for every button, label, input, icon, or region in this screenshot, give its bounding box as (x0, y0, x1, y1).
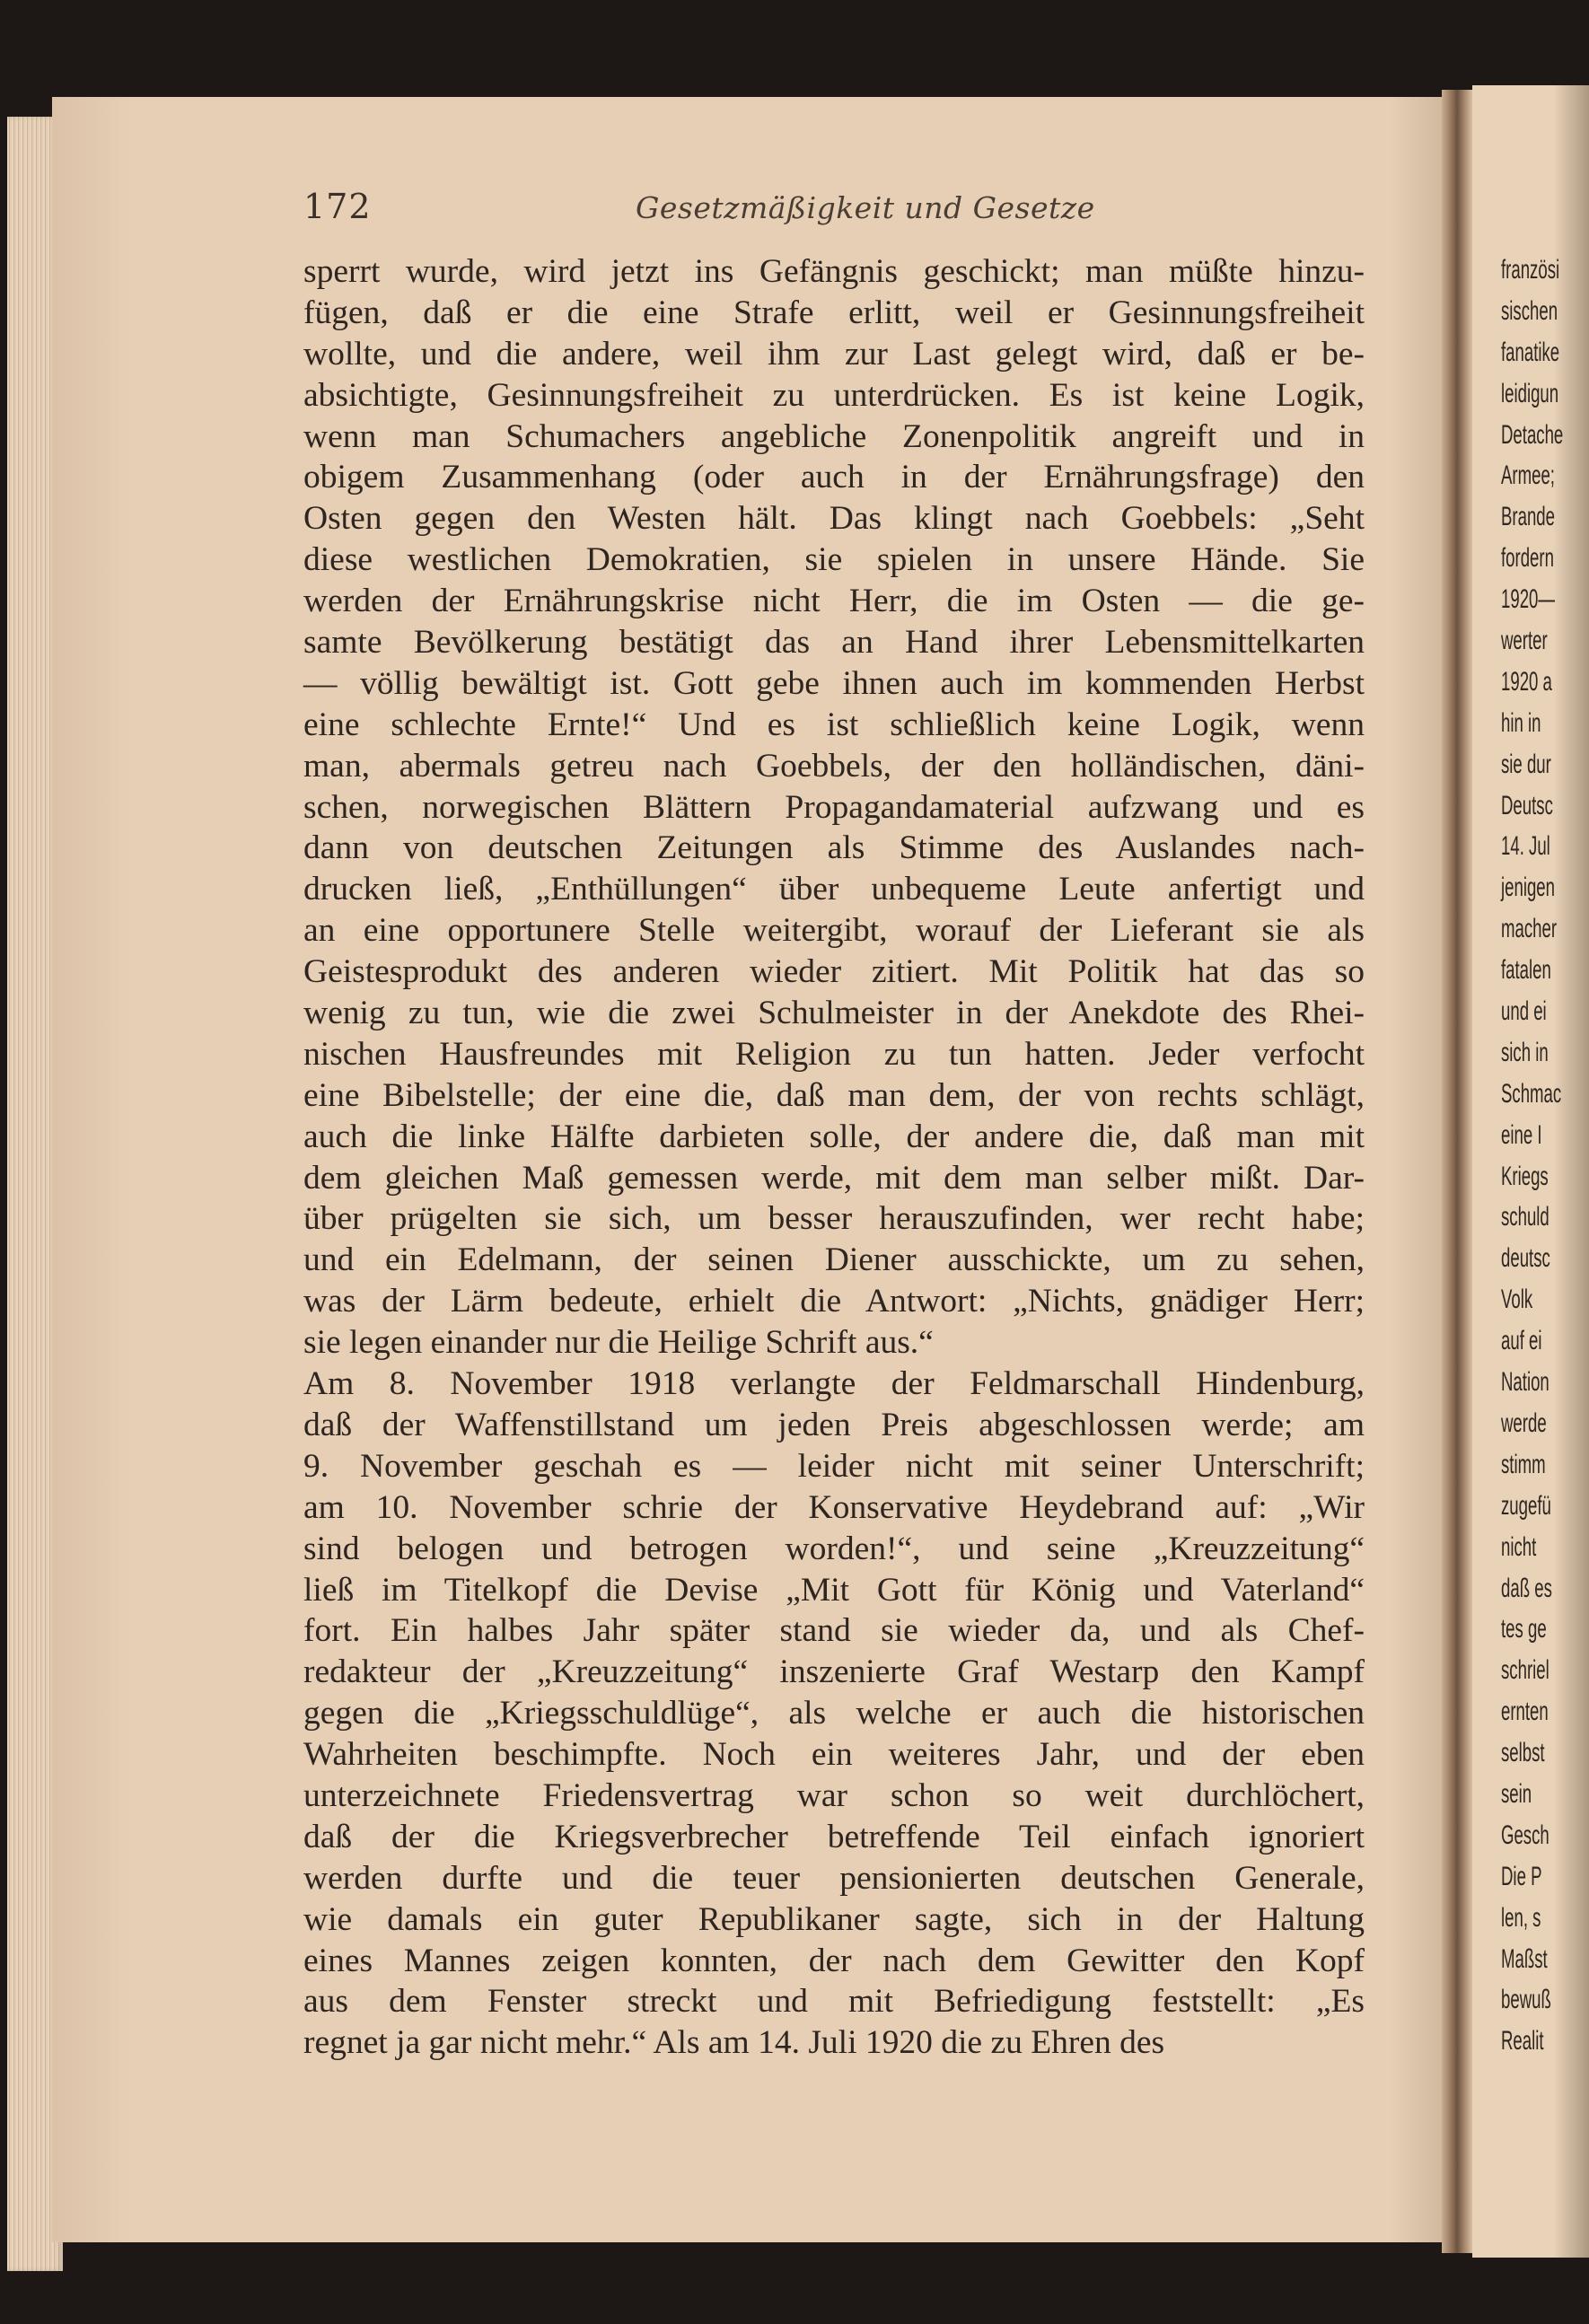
facing-page-line: ernten (1501, 1697, 1549, 1727)
facing-page-line: Volk (1501, 1285, 1533, 1315)
facing-page-line: stimm (1501, 1449, 1546, 1479)
text-line: dann von deutschen Zeitungen als Stimme des Auslandes nach- (303, 829, 1365, 867)
facing-page-line: 1920 a (1501, 666, 1552, 697)
text-line: Osten gegen den Westen hält. Das klingt nach Goebbels: „Seht (303, 500, 1365, 538)
text-line: redakteur der „Kreuzzeitung“ inszenierte Graf Westarp den Kampf (303, 1653, 1365, 1691)
facing-page-line: macher (1501, 914, 1558, 944)
facing-page-text (1501, 250, 1564, 2062)
facing-page-line: Brande (1501, 502, 1555, 532)
text-line: am 10. November schrie der Konservative Heydebrand auf: „Wir (303, 1488, 1365, 1526)
facing-page-line: schuld (1501, 1202, 1549, 1232)
facing-page-line: fanatike (1501, 337, 1560, 367)
facing-page-line: nicht (1501, 1531, 1537, 1562)
facing-page-line: Nation (1501, 1367, 1549, 1398)
book-gutter (1442, 90, 1472, 2253)
text-line: 9. November geschah es — leider nicht mit seiner Unterschrift; (303, 1447, 1365, 1485)
text-line: fort. Ein halbes Jahr später stand sie wieder da, und als Chef- (303, 1612, 1365, 1650)
text-line: wollte, und die andere, weil ihm zur Last gelegt wird, daß er be- (303, 335, 1365, 373)
facing-page-line: selbst (1501, 1738, 1545, 1768)
facing-page-line: auf ei (1501, 1326, 1542, 1356)
text-line: sind belogen und betrogen worden!“, und seine „Kreuzzeitung“ (303, 1530, 1365, 1567)
text-line: gegen die „Kriegsschuldlüge“, als welche er auch die historischen (303, 1695, 1365, 1732)
facing-page-line: Kriegs (1501, 1161, 1549, 1191)
text-line: eine Bibelstelle; der eine die, daß man dem, der von rechts schlägt, (303, 1076, 1365, 1114)
facing-page-line: jenigen (1501, 873, 1555, 903)
facing-page-line: Maßst (1501, 1943, 1548, 1974)
facing-page-line: len, s (1501, 1902, 1541, 1933)
facing-page-line: sein (1501, 1778, 1532, 1809)
text-line: obigem Zusammenhang (oder auch in der Ernährungsfrage) den (303, 459, 1365, 496)
text-line: Wahrheiten beschimpfte. Noch ein weiteres Jahr, und der eben (303, 1736, 1365, 1774)
text-line: diese westlichen Demokratien, sie spielen in unsere Hände. Sie (303, 541, 1365, 579)
facing-page-line: daß es (1501, 1573, 1552, 1603)
text-line: ließ im Titelkopf die Devise „Mit Gott für König und Vaterland“ (303, 1571, 1365, 1609)
text-line: eine schlechte Ernte!“ Und es ist schließlich keine Logik, wenn (303, 706, 1365, 743)
facing-page-line: tes ge (1501, 1614, 1547, 1644)
facing-page-line: sie dur (1501, 749, 1551, 779)
facing-page-line: werter (1501, 626, 1548, 656)
text-line: auch die linke Hälfte darbieten solle, der andere die, daß man mit (303, 1118, 1365, 1155)
text-line: wenn man Schumachers angebliche Zonenpolitik angreift und in (303, 417, 1365, 455)
text-line: nischen Hausfreundes mit Religion zu tun hatten. Jeder verfocht (303, 1035, 1365, 1073)
body-text (303, 251, 1365, 2064)
text-line: Am 8. November 1918 verlangte der Feldmarschall Hindenburg, (303, 1365, 1365, 1403)
text-line: daß der Waffenstillstand um jeden Preis abgeschlossen werde; am (303, 1406, 1365, 1443)
page-number: 172 (303, 187, 372, 226)
facing-page-line: zugefü (1501, 1490, 1551, 1521)
facing-page-line: und ei (1501, 996, 1547, 1027)
facing-page-line: Deutsc (1501, 790, 1553, 820)
text-line: man, abermals getreu nach Goebbels, der den holländischen, däni- (303, 747, 1365, 785)
facing-page-line: bewuß (1501, 1985, 1551, 2015)
text-line: absichtigte, Gesinnungsfreiheit zu unterdrücken. Es ist keine Logik, (303, 376, 1365, 414)
text-line: drucken ließ, „Enthüllungen“ über unbequeme Leute anfertigt und (303, 871, 1365, 908)
facing-page-line: fordern (1501, 543, 1554, 574)
text-line: daß der die Kriegsverbrecher betreffende Teil einfach ignoriert (303, 1818, 1365, 1855)
facing-page-line: Schmac (1501, 1078, 1562, 1109)
facing-page-line: Realit (1501, 2026, 1544, 2057)
text-line: über prügelten sie sich, um besser herauszufinden, wer recht habe; (303, 1200, 1365, 1238)
text-line: wenig zu tun, wie die zwei Schulmeister in der Anekdote des Rhei- (303, 995, 1365, 1032)
text-line: und ein Edelmann, der seinen Diener ausschickte, um zu sehen, (303, 1241, 1365, 1279)
facing-page-line: schriel (1501, 1655, 1549, 1686)
facing-page-line: französi (1501, 255, 1560, 285)
text-line: dem gleichen Maß gemessen werde, mit dem man selber mißt. Dar- (303, 1159, 1365, 1197)
text-line: aus dem Fenster streckt und mit Befriedigung feststellt: „Es (303, 1983, 1365, 2021)
facing-page-line: 14. Jul (1501, 831, 1550, 862)
facing-page-line: Armee; (1501, 460, 1555, 491)
facing-page-line: Detache (1501, 419, 1564, 450)
text-line: eines Mannes zeigen konnten, der nach dem Gewitter den Kopf (303, 1942, 1365, 1979)
text-line: schen, norwegischen Blättern Propagandamaterial aufzwang und es (303, 788, 1365, 826)
page-header (303, 180, 1365, 233)
running-head: Gesetzmäßigkeit und Gesetze (636, 190, 1095, 225)
facing-page-line: 1920— (1501, 584, 1555, 615)
text-line: — völlig bewältigt ist. Gott gebe ihnen auch im kommenden Herbst (303, 664, 1365, 702)
text-line: wie damals ein guter Republikaner sagte, sich in der Haltung (303, 1900, 1365, 1938)
text-line: unterzeichnete Friedensvertrag war schon so weit durchlöchert, (303, 1776, 1365, 1814)
text-line: was der Lärm bedeute, erhielt die Antwort: „Nichts, gnädiger Herr; (303, 1283, 1365, 1320)
facing-page-line: leidigun (1501, 378, 1559, 408)
text-line: regnet ja gar nicht mehr.“ Als am 14. Juli 1920 die zu Ehren des (303, 2024, 1165, 2062)
facing-page-line: fatalen (1501, 955, 1551, 986)
text-line: samte Bevölkerung bestätigt das an Hand ihrer Lebensmittelkarten (303, 624, 1365, 662)
facing-page-line: werde (1501, 1408, 1547, 1438)
facing-page-line: sich in (1501, 1037, 1549, 1067)
text-line: fügen, daß er die eine Strafe erlitt, weil er Gesinnungsfreiheit (303, 294, 1365, 331)
facing-page-line: Gesch (1501, 1820, 1549, 1850)
text-line: an eine opportunere Stelle weitergibt, worauf der Lieferant sie als (303, 912, 1365, 950)
facing-page-line: Die P (1501, 1861, 1542, 1891)
facing-page-line: sischen (1501, 295, 1558, 326)
facing-page-line: deutsc (1501, 1243, 1550, 1274)
text-line: werden durfte und die teuer pensionierten deutschen Generale, (303, 1859, 1365, 1897)
text-line: Geistesprodukt des anderen wieder zitiert. Mit Politik hat das so (303, 953, 1365, 991)
facing-page-line: eine I (1501, 1119, 1542, 1150)
text-line: sie legen einander nur die Heilige Schrift aus.“ (303, 1324, 934, 1362)
text-line: sperrt wurde, wird jetzt ins Gefängnis geschickt; man müßte hinzu- (303, 253, 1365, 290)
text-line: werden der Ernährungskrise nicht Herr, die im Osten — die ge- (303, 583, 1365, 620)
facing-page-line: hin in (1501, 707, 1541, 738)
